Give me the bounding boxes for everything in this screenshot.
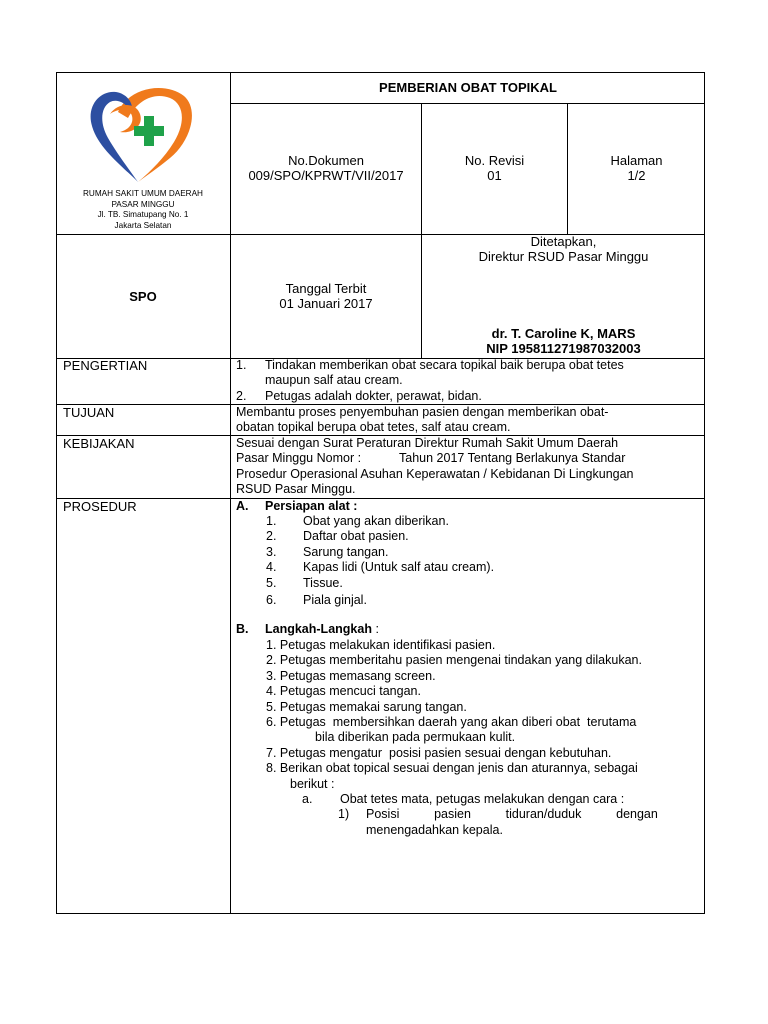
signer-block bbox=[422, 326, 705, 356]
list-item: 6. Petugas membersihkan daerah yang akan diberi obat terutama bbox=[266, 715, 637, 730]
signer-nip: NIP 195811271987032003 bbox=[486, 341, 641, 356]
sub-text-line1: Posisi pasien tiduran/duduk dengan bbox=[366, 807, 658, 822]
section-letter: B. bbox=[236, 622, 249, 636]
grid-line bbox=[421, 103, 422, 359]
langkah-list bbox=[266, 638, 698, 838]
kebijakan-line4: RSUD Pasar Minggu. bbox=[236, 482, 356, 497]
list-number: 6. bbox=[266, 593, 277, 608]
list-item-continuation: berikut : bbox=[290, 776, 335, 791]
ditetapkan-cell bbox=[422, 234, 705, 264]
persiapan-alat-title: Persiapan alat : bbox=[265, 499, 358, 513]
no-revisi-cell bbox=[422, 153, 567, 183]
pengertian-item-1-line2: maupun salf atau cream. bbox=[265, 373, 403, 388]
list-number: 1. bbox=[266, 514, 277, 528]
direktur-label: Direktur RSUD Pasar Minggu bbox=[478, 249, 649, 264]
sub-sub-list-item bbox=[266, 807, 698, 838]
list-text: Daftar obat pasien. bbox=[303, 529, 409, 544]
sub-text: Obat tetes mata, petugas melakukan dengan cara : bbox=[340, 792, 625, 807]
tujuan-line2: obatan topikal berupa obat tetes, salf atau cream. bbox=[236, 420, 511, 435]
list-text: Obat yang akan diberikan. bbox=[303, 514, 449, 528]
grid-line bbox=[230, 72, 231, 914]
tujuan-label: TUJUAN bbox=[63, 405, 115, 420]
sub-text-line2: menengadahkan kepala. bbox=[366, 822, 503, 837]
no-dokumen-value: 009/SPO/KPRWT/VII/2017 bbox=[248, 168, 404, 183]
list-item bbox=[266, 545, 698, 560]
list-item: 7. Petugas mengatur posisi pasien sesuai dengan kebutuhan. bbox=[266, 745, 612, 760]
list-item bbox=[266, 593, 698, 608]
pengertian-item-2: Petugas adalah dokter, perawat, bidan. bbox=[265, 388, 482, 403]
no-revisi-value: 01 bbox=[487, 168, 502, 183]
grid-line bbox=[230, 103, 705, 104]
list-number: 3. bbox=[266, 544, 277, 559]
pengertian-label: PENGERTIAN bbox=[63, 358, 148, 373]
signer-name: dr. T. Caroline K, MARS bbox=[491, 326, 636, 341]
hospital-name-line1: RUMAH SAKIT UMUM DAERAH bbox=[83, 189, 203, 198]
list-item: 1. Petugas melakukan identifikasi pasien. bbox=[266, 638, 496, 652]
hospital-name bbox=[56, 189, 230, 231]
list-item: 2. Petugas memberitahu pasien mengenai tindakan yang dilakukan. bbox=[266, 653, 642, 668]
sub-letter: a. bbox=[302, 792, 313, 807]
langkah-langkah-title: Langkah-Langkah bbox=[265, 622, 372, 636]
persiapan-alat-list bbox=[266, 514, 698, 608]
list-number: 2. bbox=[236, 388, 247, 403]
prosedur-a-heading bbox=[236, 499, 698, 514]
list-number: 5. bbox=[266, 575, 277, 590]
tanggal-terbit-label: Tanggal Terbit bbox=[285, 281, 367, 296]
ditetapkan-label: Ditetapkan, bbox=[530, 234, 597, 249]
kebijakan-line2: Pasar Minggu Nomor : Tahun 2017 Tentang Berlakunya Standar bbox=[236, 451, 626, 466]
document-title: PEMBERIAN OBAT TOPIKAL bbox=[379, 80, 557, 95]
langkah-colon: : bbox=[371, 622, 379, 636]
tujuan-text bbox=[236, 405, 698, 436]
list-number: 4. bbox=[266, 560, 277, 575]
kebijakan-label: KEBIJAKAN bbox=[63, 436, 135, 451]
prosedur-b-heading bbox=[236, 622, 698, 637]
list-number: 2. bbox=[266, 529, 277, 544]
hospital-name-line2: PASAR MINGGU bbox=[111, 199, 175, 209]
list-text: Piala ginjal. bbox=[303, 593, 367, 608]
list-item bbox=[266, 529, 698, 544]
prosedur-label: PROSEDUR bbox=[63, 499, 137, 514]
tanggal-terbit-value: 01 Januari 2017 bbox=[279, 296, 373, 311]
kebijakan-line1: Sesuai dengan Surat Peraturan Direktur Rumah Sakit Umum Daerah bbox=[236, 436, 619, 450]
list-item: 8. Berikan obat topical sesuai dengan jenis dan aturannya, sebagai bbox=[266, 761, 638, 776]
pengertian-item-1-line1: Tindakan memberikan obat secara topikal baik berupa obat tetes bbox=[265, 358, 624, 372]
hospital-address: Jl. TB. Simatupang No. 1 bbox=[97, 210, 189, 219]
list-item bbox=[266, 514, 698, 529]
list-item: 4. Petugas mencuci tangan. bbox=[266, 684, 421, 699]
logo-blue-heart-stroke bbox=[91, 92, 138, 182]
no-revisi-label: No. Revisi bbox=[464, 153, 525, 168]
list-text: Kapas lidi (Untuk salf atau cream). bbox=[303, 560, 495, 575]
list-text: Sarung tangan. bbox=[303, 544, 389, 559]
no-dokumen-label: No.Dokumen bbox=[288, 153, 364, 168]
tujuan-line1: Membantu proses penyembuhan pasien dengan memberikan obat- bbox=[236, 405, 609, 419]
list-item: 3. Petugas memasang screen. bbox=[266, 668, 436, 683]
spo-label: SPO bbox=[129, 289, 157, 304]
list-item bbox=[266, 576, 698, 591]
halaman-value: 1/2 bbox=[627, 168, 646, 183]
list-item: 5. Petugas memakai sarung tangan. bbox=[266, 699, 467, 714]
sub-number: 1) bbox=[338, 807, 350, 822]
section-letter: A. bbox=[236, 499, 249, 513]
pengertian-list bbox=[236, 358, 698, 404]
list-text: Tissue. bbox=[303, 575, 343, 590]
kebijakan-line3: Prosedur Operasional Asuhan Keperawatan / Kebidanan Di Lingkungan bbox=[236, 466, 634, 481]
sub-list-item bbox=[266, 792, 698, 807]
halaman-cell bbox=[568, 153, 705, 183]
list-number: 1. bbox=[236, 358, 247, 372]
halaman-label: Halaman bbox=[610, 153, 663, 168]
no-dokumen-cell bbox=[231, 153, 421, 183]
tanggal-terbit-cell bbox=[231, 281, 421, 311]
list-item-continuation: bila diberikan pada permukaan kulit. bbox=[315, 730, 516, 745]
list-item bbox=[266, 560, 698, 575]
hospital-city: Jakarta Selatan bbox=[114, 220, 172, 230]
kebijakan-text bbox=[236, 436, 698, 498]
hospital-logo bbox=[88, 84, 198, 184]
